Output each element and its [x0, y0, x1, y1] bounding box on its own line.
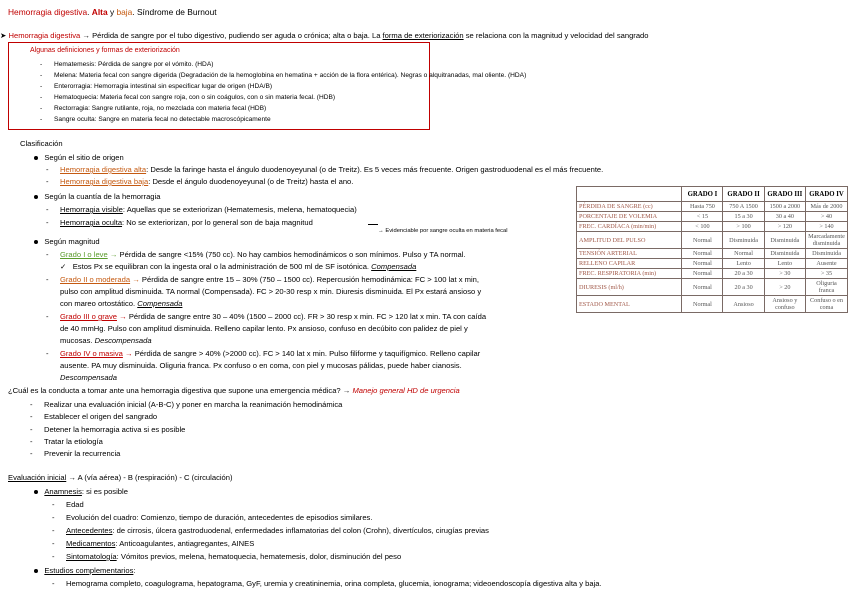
intro-link: forma de exteriorización — [382, 31, 464, 40]
definition-item: - Melena: Materia fecal con sangre digerida (Degradación de la hemoglobina en hematina + acción de la flora entérica). Negras o alquitranadas, mal oliente. (HDA) — [40, 72, 527, 79]
conducta-steps — [30, 399, 342, 460]
intro-term: Hemorragia digestiva — [8, 31, 81, 40]
page-title — [8, 8, 217, 17]
grado-4-comp: Descompensada — [60, 373, 117, 382]
table-cell: > 120 — [764, 222, 805, 232]
table-header — [577, 187, 682, 202]
table-cell: Normal — [682, 279, 723, 296]
cuantia-visible: - Hemorragia visible: Aquellas que se exteriorizan (Hematemesis, melena, hematoquecia) — [46, 205, 357, 214]
grado-3-line3: mucosas. Descompensada — [60, 336, 152, 345]
grado-3: - Grado III o grave → Pérdida de sangre entre 30 – 40% (1500 – 2000 cc). FR > 30 resp x min. FC > 120 lat x min. TA con caída — [46, 312, 487, 321]
table-cell: Ansioso — [723, 296, 764, 313]
definition-item: - Hematemesis: Pérdida de sangre por el vómito. (HDA) — [40, 61, 214, 68]
intro-text: Pérdida de sangre por el tubo digestivo, pudiendo ser aguda o crónica; alta o baja. La — [89, 31, 383, 40]
edad: - Edad — [52, 500, 84, 509]
table-cell: Marcadamente disminuida — [806, 232, 848, 249]
cuantia-bullet: Según la cuantía de la hemorragia — [34, 193, 160, 201]
estudios-item: - Hemograma completo, coagulograma, hepatograma, GyF, uremia y creatininemia, orina completa, glucemia, ionograma; videoendoscopía digestiva alta y baja. — [52, 579, 602, 588]
table-row-label: DIURESIS (ml/h) — [577, 279, 682, 296]
table-row-label: ESTADO MENTAL — [577, 296, 682, 313]
table-cell: Disminuida — [806, 249, 848, 259]
bullet-icon — [34, 490, 38, 494]
origen-alta: - Hemorragia digestiva alta: Desde la faringe hasta el ángulo duodenoyeyunal (o de Treitz). Es 5 veces más frecuente. Origen gastroduodenal es el más frecuente. — [46, 165, 604, 174]
definitions-list — [40, 59, 526, 125]
origen-baja: - Hemorragia digestiva baja: Desde el ángulo duodenoyeyunal (o de Treitz) hasta el ano. — [46, 177, 354, 186]
grado-1: - Grado I o leve → Pérdida de sangre <15% (750 cc). No hay cambios hemodinámicos o son mínimos. Pulso y TA normal. — [46, 250, 466, 259]
oculta-note: → Evidenciable por sangre oculta en materia fecal — [378, 228, 508, 234]
table-cell: > 20 — [764, 279, 805, 296]
arrow-icon: → — [342, 386, 351, 395]
table-row-label: TENSIÓN ARTERIAL — [577, 249, 682, 259]
table-cell: Más de 2000 — [806, 202, 848, 212]
arrow-icon: → — [125, 349, 133, 358]
table-row-label: PORCENTAJE DE VOLEMIA — [577, 212, 682, 222]
intro-text2: se relaciona con la magnitud y velocidad del sangrado — [463, 31, 649, 40]
table-row — [577, 269, 848, 279]
table-cell: > 100 — [723, 222, 764, 232]
estudios: Estudios complementarios: — [34, 567, 136, 575]
title-part-hd: Hemorragia digestiva — [8, 7, 88, 17]
table-row — [577, 212, 848, 222]
bullet-icon — [34, 240, 38, 244]
table-row — [577, 249, 848, 259]
intro-arrow: → — [82, 31, 90, 40]
table-cell: > 30 — [764, 269, 805, 279]
grado-3-line2: de 40 mmHg. Pulso con amplitud disminuida. Relleno capilar lento. Px ansioso, confuso en decúbito con palidez de piel y — [60, 324, 468, 333]
table-cell: > 140 — [806, 222, 848, 232]
list-item: - Prevenir la recurrencia — [30, 449, 121, 459]
table-row-label: AMPLITUD DEL PULSO — [577, 232, 682, 249]
table-cell: 20 a 30 — [723, 279, 764, 296]
grado-1-check: ✓ Estos Px se equilibran con la ingesta oral o la administración de 500 ml de SF isotónica. Compensada — [60, 262, 417, 271]
table-cell: Lento — [764, 259, 805, 269]
grado-2-line2: pulso con amplitud disminuida. TA normal (Compensada). FC > 20-30 resp x min. Diuresis disminuida. El Px estará ansioso y — [60, 287, 482, 296]
origen-bullet: Según el sitio de origen — [34, 154, 124, 162]
bullet-icon — [34, 156, 38, 160]
title-y: y — [107, 7, 117, 17]
table-row — [577, 202, 848, 212]
list-item: - Realizar una evaluación inicial (A-B-C) y poner en marcha la reanimación hemodinámica — [30, 400, 343, 409]
table-cell: Confuso o en coma — [806, 296, 848, 313]
grado-2-line3: con mareo ortostático. Compensada — [60, 299, 183, 308]
table-cell: 20 a 30 — [723, 269, 764, 279]
table-row — [577, 232, 848, 249]
antecedentes: - Antecedentes: de cirrosis, úlcera gastroduodenal, enfermedades inflamatorias del colon (Crohn), divertículos, cirugías previas — [52, 526, 489, 535]
table-cell: Disminuida — [764, 232, 805, 249]
medicamentos: - Medicamentos: Anticoagulantes, antiagregantes, AINES — [52, 539, 255, 548]
list-item: - Establecer el origen del sangrado — [30, 412, 158, 422]
table-cell: > 35 — [806, 269, 848, 279]
table-cell: Normal — [682, 249, 723, 259]
conducta-question: ¿Cuál es la conducta a tomar ante una hemorragia digestiva que supone una emergencia médica? → Manejo general HD de urgencia — [8, 386, 460, 395]
list-item: - Detener la hemorragia activa si es posible — [30, 424, 186, 434]
table-row-label: FREC. RESPIRATORIA (min) — [577, 269, 682, 279]
intro-line — [0, 32, 649, 40]
table-row-label: PÉRDIDA DE SANGRE (cc) — [577, 202, 682, 212]
note-connector — [368, 224, 378, 225]
table-cell: Lento — [723, 259, 764, 269]
title-sep: . — [87, 7, 92, 17]
table-cell: < 15 — [682, 212, 723, 222]
table-header: GRADO II — [723, 187, 764, 202]
table-cell: Disminuida — [723, 232, 764, 249]
definition-item: - Hematoquecia: Materia fecal con sangre roja, con o sin coágulos, con o sin materia fecal. (HDB) — [40, 94, 336, 101]
cuantia-oculta: - Hemorragia oculta: No se exteriorizan, por lo general son de baja magnitud — [46, 218, 313, 227]
table-cell: Normal — [682, 296, 723, 313]
magnitud-bullet: Según magnitud — [34, 238, 100, 246]
table-row-label: RELLENO CAPILAR — [577, 259, 682, 269]
title-baja: baja — [116, 7, 133, 17]
evaluacion-inicial: Evaluación inicial → A (vía aérea) - B (respiración) - C (circulación) — [8, 473, 233, 482]
table-header: GRADO I — [682, 187, 723, 202]
table-row — [577, 296, 848, 313]
table-cell: Oliguria franca — [806, 279, 848, 296]
table-header-row — [577, 187, 848, 202]
table-cell: 750 A 1500 — [723, 202, 764, 212]
table-row — [577, 222, 848, 232]
evolucion: - Evolución del cuadro: Comienzo, tiempo de duración, antecedentes de episodios similares. — [52, 513, 373, 522]
table-row — [577, 279, 848, 296]
definition-item: - Enterorragia: Hemorragia intestinal sin especificar lugar de origen (HDA/B) — [40, 83, 273, 90]
definition-item: - Sangre oculta: Sangre en materia fecal no detectable macroscópicamente — [40, 116, 271, 123]
table-cell: Normal — [682, 259, 723, 269]
arrow-bullet-icon: ➤ — [0, 31, 7, 40]
table-header: GRADO III — [764, 187, 805, 202]
grado-4: - Grado IV o masiva → Pérdida de sangre > 40% (>2000 cc). FC > 140 lat x min. Pulso filiforme y taquifígmico. Relleno capilar — [46, 349, 481, 358]
check-icon: ✓ — [60, 262, 67, 271]
arrow-icon: → — [132, 275, 140, 284]
anamnesis: Anamnesis: si es posible — [34, 488, 128, 496]
list-item: - Tratar la etiología — [30, 436, 103, 446]
arrow-icon: → — [119, 312, 127, 321]
table-row-label: FREC. CARDÍACA (min/min) — [577, 222, 682, 232]
grade-table — [576, 186, 848, 313]
table-cell: < 100 — [682, 222, 723, 232]
table-cell: 1500 a 2000 — [764, 202, 805, 212]
grado-4-line2: ausente. PA muy disminuida. Oliguria franca. Px confuso o en coma, con piel y mucosas pálidas, puede haber cianosis. — [60, 361, 462, 370]
grado-2: - Grado II o moderada → Pérdida de sangre entre 15 – 30% (750 – 1500 cc). Repercusión hemodinámica: FC > 100 lat x min, — [46, 275, 479, 284]
table-cell: > 40 — [806, 212, 848, 222]
arrow-icon: → — [109, 250, 118, 259]
table-cell: Ausente — [806, 259, 848, 269]
title-alta: Alta — [91, 7, 108, 17]
table-cell: Hasta 750 — [682, 202, 723, 212]
table-cell: Normal — [723, 249, 764, 259]
bullet-icon — [34, 195, 38, 199]
clasificacion-heading: Clasificación — [20, 139, 63, 148]
definition-item: - Rectorragia: Sangre rutilante, roja, no mezclada con materia fecal (HDB) — [40, 105, 267, 112]
table-cell: 15 a 30 — [723, 212, 764, 222]
table-row — [577, 259, 848, 269]
definitions-title: Algunas definiciones y formas de exteriorización — [30, 47, 180, 54]
table-cell: 30 a 40 — [764, 212, 805, 222]
sintomatologia: - Sintomatología: Vómitos previos, melena, hematoquecia, hematemesis, dolor, disminución del peso — [52, 552, 402, 561]
title-rest: . Síndrome de Burnout — [132, 7, 217, 17]
table-cell: Normal — [682, 269, 723, 279]
table-cell: Normal — [682, 232, 723, 249]
table-cell: Disminuida — [764, 249, 805, 259]
bullet-icon — [34, 569, 38, 573]
table-cell: Ansioso y confuso — [764, 296, 805, 313]
table-header: GRADO IV — [806, 187, 848, 202]
